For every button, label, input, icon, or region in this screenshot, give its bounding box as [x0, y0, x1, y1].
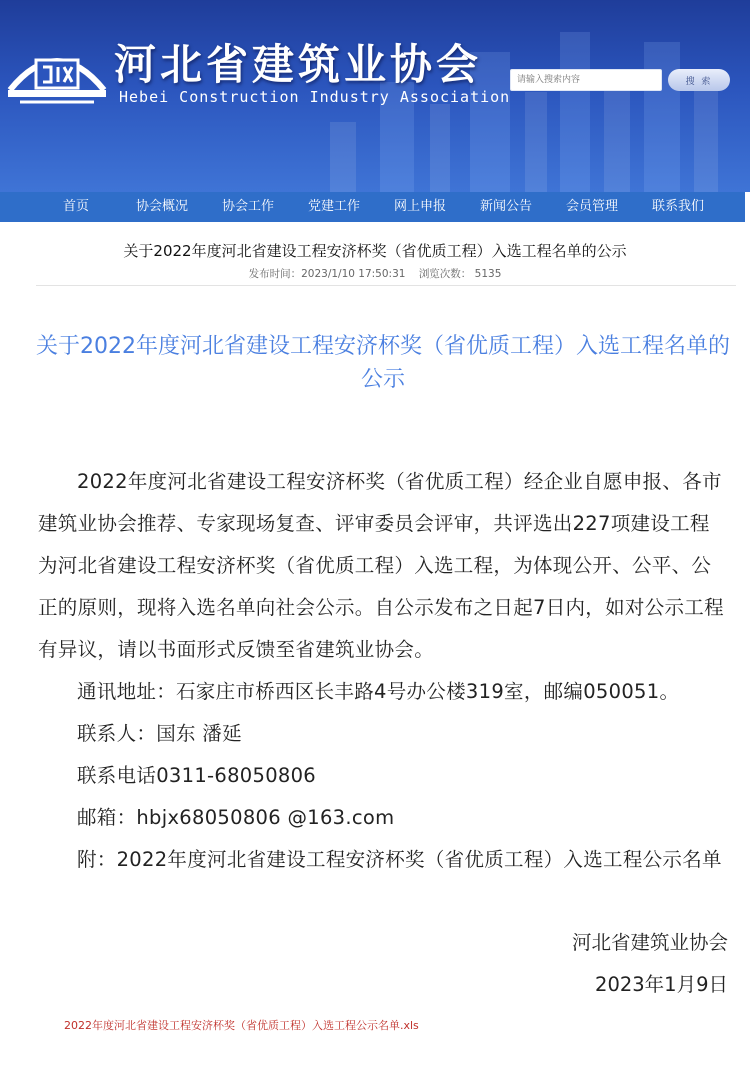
- nav-item-work[interactable]: 协会工作: [222, 199, 275, 214]
- page-title: 关于2022年度河北省建设工程安济杯奖（省优质工程）入选工程名单的公示: [123, 242, 627, 260]
- banner-decoration: [644, 42, 680, 192]
- publish-label: 发布时间：: [248, 268, 302, 280]
- banner-decoration: [430, 104, 450, 192]
- main-nav: [0, 192, 745, 222]
- search-input[interactable]: [510, 69, 662, 91]
- nav-item-contact[interactable]: 联系我们: [652, 199, 705, 214]
- search-button[interactable]: 搜 索: [668, 69, 730, 91]
- hjx-logo-icon[interactable]: [6, 38, 108, 108]
- body-address: 通讯地址：石家庄市桥西区长丰路4号办公楼319室，邮编050051。: [77, 680, 680, 703]
- body-attachment-note: 附：2022年度河北省建设工程安济杯奖（省优质工程）入选工程公示名单: [77, 848, 722, 871]
- body-phone: 联系电话0311-68050806: [77, 764, 317, 787]
- views-label: 浏览次数：: [418, 268, 472, 280]
- attachment-link[interactable]: 2022年度河北省建设工程安济杯奖（省优质工程）入选工程公示名单.xls: [64, 1019, 419, 1032]
- nav-item-news[interactable]: 新闻公告: [480, 199, 533, 214]
- article-body: [38, 461, 728, 881]
- publish-time: 2023/1/10 17:50:31: [301, 268, 406, 280]
- nav-item-party[interactable]: 党建工作: [308, 199, 361, 214]
- signature-org: 河北省建筑业协会: [571, 931, 728, 954]
- nav-item-members[interactable]: 会员管理: [566, 199, 619, 214]
- body-paragraph-intro: 2022年度河北省建设工程安济杯奖（省优质工程）经企业自愿申报、各市建筑业协会推荐、专家现场复查、评审委员会评审，共评选出227项建设工程为河北省建设工程安济杯奖（省优质工程）入选工程，为体现公开、公平、公正的原则，现将入选名单向社会公示。自公示发布之日起7日内，如对公示工程有异议，请以书面形式反馈至省建筑业协会。: [38, 470, 724, 661]
- article-title: 关于2022年度河北省建设工程安济杯奖（省优质工程）入选工程名单的公示: [36, 334, 730, 392]
- nav-item-home[interactable]: 首页: [63, 199, 90, 214]
- view-count: 5135: [474, 268, 502, 280]
- banner-decoration: [694, 87, 718, 192]
- banner-decoration: [560, 32, 590, 192]
- signature-date: 2023年1月9日: [595, 973, 728, 996]
- nav-item-online-apply[interactable]: 网上申报: [394, 199, 447, 214]
- divider: [36, 285, 736, 286]
- banner-decoration: [525, 92, 547, 192]
- body-contact: 联系人：国东 潘延: [77, 722, 242, 745]
- body-email: 邮箱：hbjx68050806 @163.com: [77, 806, 395, 829]
- article-meta: [0, 266, 750, 281]
- header-banner: [0, 0, 750, 192]
- site-subtitle: Hebei Construction Industry Association: [119, 88, 511, 106]
- nav-item-about[interactable]: 协会概况: [136, 199, 189, 214]
- banner-decoration: [330, 122, 356, 192]
- site-title: 河北省建筑业协会: [114, 40, 483, 89]
